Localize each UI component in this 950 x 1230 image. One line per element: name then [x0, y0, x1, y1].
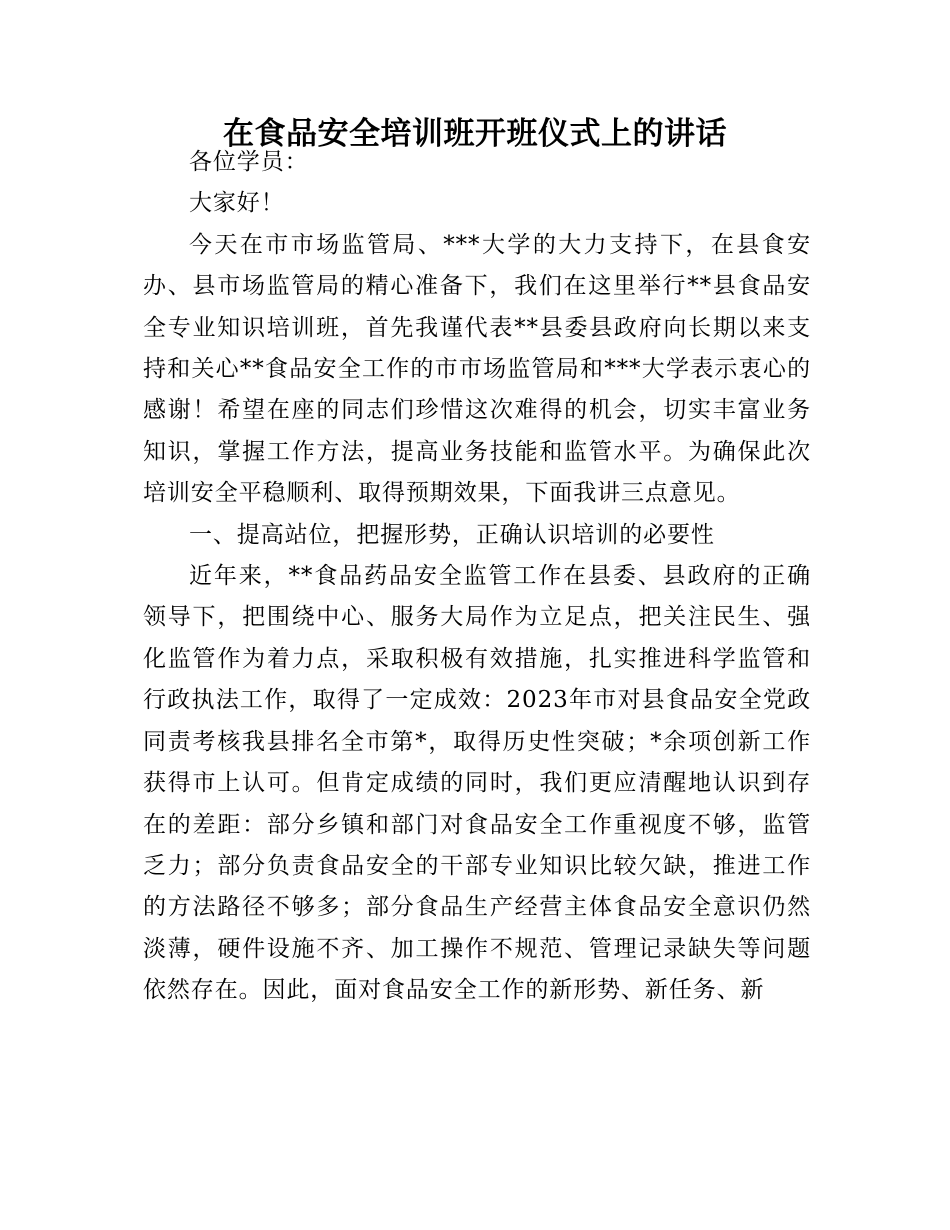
salutation: 各位学员： — [189, 149, 309, 175]
document-title: 在食品安全培训班开班仪式上的讲话 — [223, 116, 727, 152]
section-heading-1: 一、提高站位，把握形势，正确认识培训的必要性 — [189, 521, 715, 548]
paragraph-intro: 今天在市市场监管局、***大学的大力支持下，在县食安办、县市场监管局的精心准备下，我们在这里举行**县食品安全专业知识培训班，首先我谨代表**县委县政府向长期以来支持和关心**食品安全工作的市市场监管局和***大学表示衷心的感谢！希望在座的同志们珍惜这次难得的机会，切实丰富业务知识，掌握工作方法，提高业务技能和监管水平。为确保此次培训安全平稳顺利、取得预期效果，下面我讲三点意见。 — [143, 231, 811, 507]
document-body — [143, 142, 811, 1012]
paragraph-section-1: 近年来，**食品药品安全监管工作在县委、县政府的正确领导下，把围绕中心、服务大局作为立足点，把关注民生、强化监管作为着力点，采取积极有效措施，扎实推进科学监管和行政执法工作，取得了一定成效：2023年市对县食品安全党政同责考核我县排名全市第*，取得历史性突破；*余项创新工作获得市上认可。但肯定成绩的同时，我们更应清醒地认识到存在的差距：部分乡镇和部门对食品安全工作重视度不够，监管乏力；部分负责食品安全的干部专业知识比较欠缺，推进工作的方法路径不够多；部分食品生产经营主体食品安全意识仍然淡薄，硬件设施不齐、加工操作不规范、管理记录缺失等问题依然存在。因此，面对食品安全工作的新形势、新任务、新 — [143, 563, 811, 1004]
greeting: 大家好！ — [189, 190, 285, 217]
